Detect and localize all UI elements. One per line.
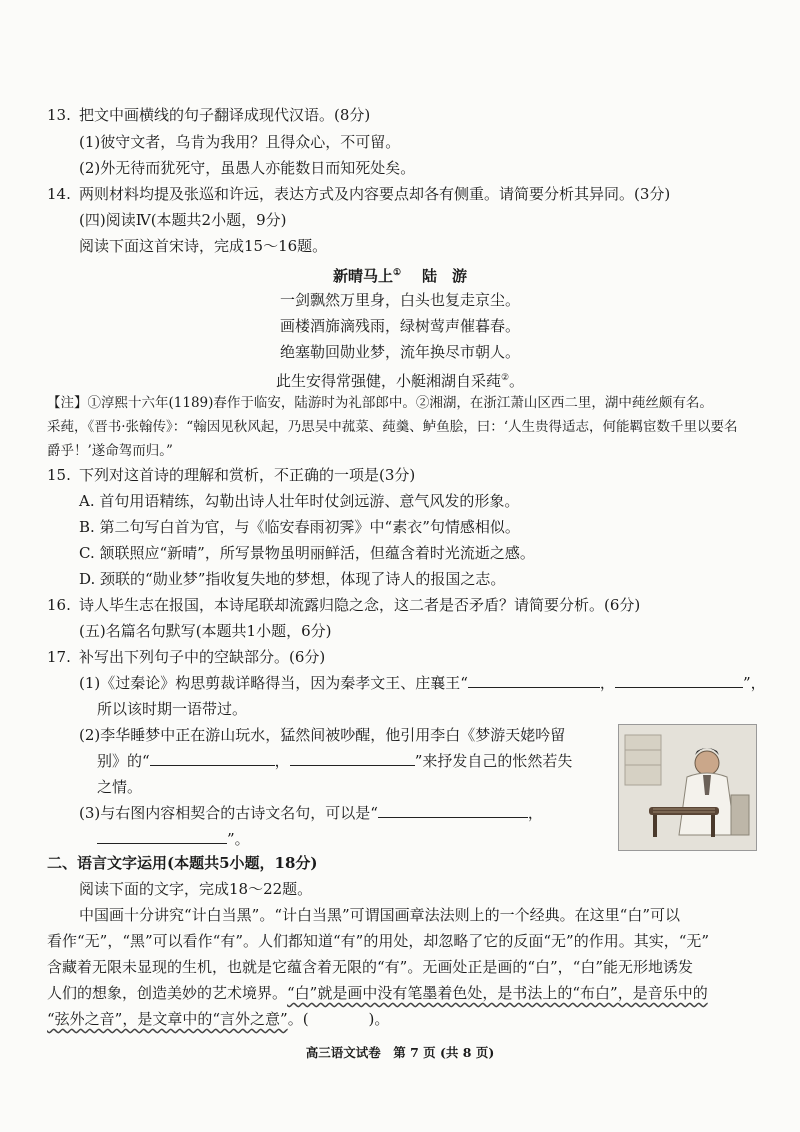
q17-1-text: (1)《过秦论》构思剪裁详略得当，因为秦孝文王、庄襄王“	[79, 674, 468, 692]
answer-blank[interactable]	[378, 803, 528, 818]
quote-end: ”。	[227, 830, 250, 848]
passage-line-5	[47, 1008, 389, 1030]
part-2-intro: 阅读下面的文字，完成18～22题。	[79, 880, 313, 898]
question-number: 17.	[47, 648, 71, 666]
comma: ，	[527, 804, 543, 822]
comma: ，	[274, 752, 290, 770]
annotation-line-1: 【注】①淳熙十六年(1189)春作于临安，陆游时为礼部郎中。②湘湖，在浙江萧山区西二里，湖中莼丝颇有名。	[47, 395, 713, 411]
passage-line-2: 看作“无”，“黑”可以看作“有”。人们都知道“有”的用处，却忽略了它的反面“无”的作用。其实，“无”	[47, 932, 710, 950]
q17-2-text-end: ”来抒发自己的怅然若失	[414, 752, 573, 770]
q17-2-text: 别》的“	[97, 752, 150, 770]
question-number: 15.	[47, 466, 71, 484]
answer-blank[interactable]	[97, 829, 227, 844]
poem-note-mark: ①	[393, 268, 402, 278]
passage-line-1: 中国画十分讲究“计白当黑”。“计白当黑”可谓国画章法法则上的一个经典。在这里“白”可以	[79, 906, 681, 924]
q17-item-2-cont	[97, 750, 572, 772]
comma: ，	[599, 674, 615, 692]
question-number: 14.	[47, 185, 71, 203]
passage-line-3: 含藏着无限未显现的生机，也就是它蕴含着无限的“有”。无画处正是画的“白”，“白”能无形地诱发	[47, 958, 694, 976]
q17-item-2-end: 之情。	[97, 778, 143, 796]
answer-blank[interactable]	[290, 751, 415, 766]
question-text: 下列对这首诗的理解和赏析，不正确的一项是(3分)	[79, 466, 416, 484]
answer-blank[interactable]	[150, 751, 275, 766]
question-text: 诗人毕生志在报国，本诗尾联却流露归隐之念，这二者是否矛盾？请简要分析。(6分)	[79, 596, 641, 614]
option-d: D. 颈联的“勋业梦”指收复失地的梦想，体现了诗人的报国之志。	[79, 570, 506, 588]
question-14	[47, 183, 670, 205]
question-number: 13.	[47, 106, 71, 124]
q17-item-3	[79, 802, 543, 824]
quote-end: ”，	[742, 674, 766, 692]
section-4-intro: 阅读下面这首宋诗，完成15～16题。	[79, 237, 328, 255]
question-16	[47, 594, 640, 616]
guqin-scholar-illustration	[618, 724, 757, 851]
poem-line-4-end: 。	[509, 372, 525, 390]
option-b: B. 第二句写白首为官，与《临安春雨初霁》中“素衣”句情感相似。	[79, 518, 520, 536]
illustration-drawing	[619, 725, 756, 850]
option-c: C. 颔联照应“新晴”，所写景物虽明丽鲜活，但蕴含着时光流逝之感。	[79, 544, 535, 562]
answer-parenthesis: 。( )。	[287, 1010, 390, 1028]
q13-sentence-1: (1)彼守文者，乌肯为我用？且得众心，不可留。	[79, 133, 401, 151]
question-text: 把文中画横线的句子翻译成现代汉语。(8分)	[79, 106, 371, 124]
passage-text: 人们的想象，创造美妙的艺术境界。	[47, 984, 288, 1002]
q17-item-1-cont: 所以该时期一语带过。	[97, 700, 248, 718]
answer-blank[interactable]	[615, 673, 743, 688]
q17-3-text: (3)与右图内容相契合的古诗文名句，可以是“	[79, 804, 378, 822]
q17-item-1	[79, 672, 766, 694]
question-17	[47, 646, 325, 668]
question-text: 补写出下列句子中的空缺部分。(6分)	[79, 648, 326, 666]
q17-item-2: (2)李华睡梦中正在游山玩水，猛然间被吵醒，他引用李白《梦游天姥吟留	[79, 726, 566, 744]
wavy-underlined-text: “弦外之音”，是文章中的“言外之意”	[47, 1010, 288, 1028]
poem-title-line	[0, 262, 800, 287]
wavy-underlined-text: “白”就是画中没有笔墨着色处，是书法上的“布白”，是音乐中的	[287, 984, 708, 1002]
question-text: 两则材料均提及张巡和许远，表达方式及内容要点却各有侧重。请简要分析其异同。(3分)	[79, 185, 671, 203]
question-15	[47, 464, 415, 486]
poem-line-3: 绝塞勒回勋业梦，流年换尽市朝人。	[279, 343, 520, 361]
poem-note-mark-2: ②	[500, 373, 510, 383]
passage-line-4	[47, 982, 708, 1004]
page-footer: 高三语文试卷 第 7 页 (共 8 页)	[305, 1045, 495, 1060]
question-13	[47, 104, 370, 126]
annotation-line-2: 采莼，《晋书·张翰传》：“翰因见秋风起，乃思吴中菰菜、莼羹、鲈鱼脍，曰：‘人生贵得适志，何能羁宦数千里以要名	[47, 419, 738, 435]
option-a: A. 首句用语精练，勾勒出诗人壮年时仗剑远游、意气风发的形象。	[79, 492, 520, 510]
section-4-title: (四)阅读Ⅳ(本题共2小题，9分)	[79, 211, 287, 229]
q13-sentence-2: (2)外无待而犹死守，虽愚人亦能数日而知死处矣。	[79, 159, 416, 177]
poem-author: 陆 游	[421, 267, 467, 285]
answer-blank[interactable]	[468, 673, 600, 688]
poem-line-4	[0, 367, 800, 392]
poem-title: 新晴马上	[333, 267, 394, 285]
poem-line-1: 一剑飘然万里身，白头也复走京尘。	[279, 291, 520, 309]
poem-line-4-text: 此生安得常强健，小艇湘湖自采莼	[275, 372, 501, 390]
annotation-line-3: 爵乎！’遂命驾而归。”	[47, 443, 173, 459]
question-number: 16.	[47, 596, 71, 614]
part-2-title: 二、语言文字运用(本题共5小题，18分)	[47, 854, 318, 872]
poem-line-2: 画楼酒旆滴残雨，绿树莺声催暮春。	[279, 317, 520, 335]
q17-item-3-cont	[97, 828, 250, 850]
section-5-title: (五)名篇名句默写(本题共1小题，6分)	[79, 622, 332, 640]
